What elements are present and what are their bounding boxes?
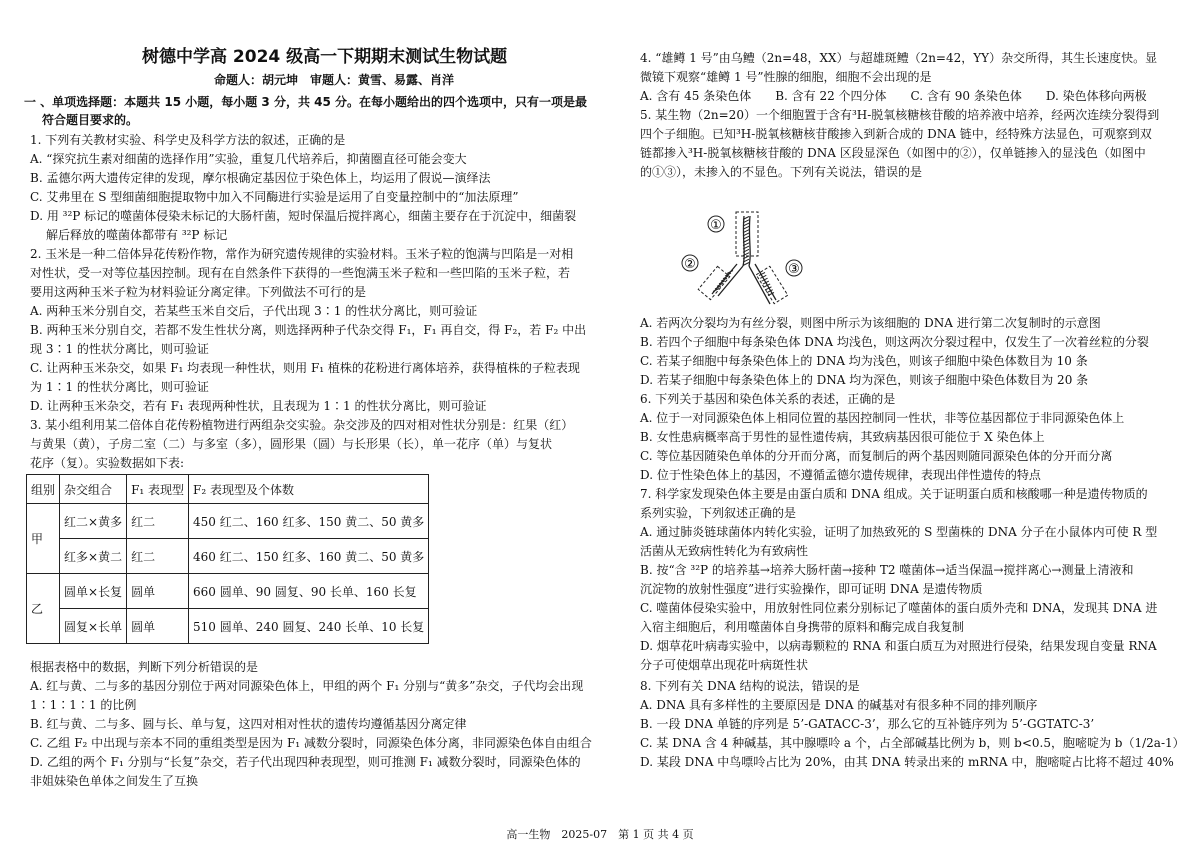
page-title: 树德中学高 2024 级高一下期期末测试生物试题 [142, 47, 508, 67]
text-line: 活菌从无致病性转化为有致病性 [640, 544, 809, 558]
text-line: 非姐妹染色单体之间发生了互换 [30, 774, 199, 788]
text-line: 3. 某小组利用某二倍体自花传粉植物进行两组杂交实验。杂交涉及的四对相对性状分别是：红果（红） [30, 418, 574, 432]
text-line: 5. 某生物（2n=20）一个细胞置于含有³H-脱氧核糖核苷酸的培养液中培养，经两次连续分裂得到 [640, 108, 1160, 122]
table-header-cell: 组别 [27, 475, 60, 504]
text-line: B. 两种玉米分别自交，若都不发生性状分离，则选择两种子代杂交得 F₁，F₁ 再自交，得 F₂，若 F₂ 中出 [30, 323, 587, 337]
group-cell: 甲 [27, 504, 60, 574]
text-line: 微镜下观察“雄鳟 1 号”性腺的细胞，细胞不会出现的是 [640, 70, 932, 84]
text-line: 8. 下列有关 DNA 结构的说法，错误的是 [640, 679, 860, 693]
text-line: 一 、单项选择题：本题共 15 小题，每小题 3 分，共 45 分。在每小题给出的四个选项中，只有一项是最 [24, 95, 587, 109]
dna-replication-figure [670, 208, 840, 313]
table-row [27, 539, 429, 574]
text-line: B. 一段 DNA 单链的序列是 5’-GATACC-3’，那么它的互补链序列为 5’-GGTATC-3’ [640, 717, 1095, 731]
table-header-cell: 杂交组合 [60, 475, 127, 504]
group-cell: 乙 [27, 574, 60, 644]
text-line: A. 若两次分裂均为有丝分裂，则图中所示为该细胞的 DNA 进行第二次复制时的示意图 [640, 316, 1101, 330]
text-line: 沉淀物的放射性强度”进行实验操作，即可证明 DNA 是遗传物质 [640, 582, 983, 596]
text-line: A. 红与黄、二与多的基因分别位于两对同源染色体上，甲组的两个 F₁ 分别与“黄多”杂交，子代均会出现 [30, 679, 584, 693]
text-line: 符合题目要求的。 [42, 113, 139, 127]
text-line: C. 某 DNA 含 4 种碱基，其中腺嘌呤 a 个，占全部碱基比例为 b，则 b<0.5，胞嘧啶为 b（1/2a-1） [640, 736, 1185, 750]
table-cell: 660 圆单、90 圆复、90 长单、160 长复 [189, 574, 429, 609]
text-line: C. 让两种玉米杂交，如果 F₁ 均表现一种性状，则用 F₁ 植株的花粉进行离体培养，获得植株的子粒表现 [30, 361, 580, 375]
text-line: 4. “雄鳟 1 号”由乌鳢（2n=48，XX）与超雄斑鳢（2n=42，YY）杂交所得，其生长速度快。显 [640, 51, 1158, 65]
text-line: 系列实验，下列叙述正确的是 [640, 506, 797, 520]
text-line: 花序（复）。实验数据如下表: [30, 456, 185, 470]
text-line: D. 让两种玉米杂交，若有 F₁ 表现两种性状，且表现为 1∶1 的性状分离比，则可验证 [30, 399, 487, 413]
text-line: 与黄果（黄），子房二室（二）与多室（多），圆形果（圆）与长形果（长），单一花序（单）与复状 [30, 437, 553, 451]
text-line: D. 用 ³²P 标记的噬菌体侵染未标记的大肠杆菌，短时保温后搅拌离心，细菌主要存在于沉淀中，细菌裂 [30, 209, 577, 223]
text-line: 为 1∶1 的性状分离比，则可验证 [30, 380, 209, 394]
table-header-row [27, 475, 429, 504]
text-line: 根据表格中的数据，判断下列分析错误的是 [30, 660, 259, 674]
text-line: A. 含有 45 条染色体 B. 含有 22 个四分体 C. 含有 90 条染色体 D. 染色体移向两极 [640, 89, 1147, 103]
text-line: 7. 科学家发现染色体主要是由蛋白质和 DNA 组成。关于证明蛋白质和核酸哪一种是遗传物质的 [640, 487, 1148, 501]
table-cell: 450 红二、160 红多、150 黄二、50 黄多 [189, 504, 429, 539]
text-line: D. 若某子细胞中每条染色体上的 DNA 均为深色，则该子细胞中染色体数目为 20 条 [640, 373, 1089, 387]
text-line: A. 位于一对同源染色体上相同位置的基因控制同一性状，非等位基因都位于非同源染色体上 [640, 411, 1125, 425]
text-line: 1. 下列有关教材实验、科学史及科学方法的叙述，正确的是 [30, 133, 346, 147]
text-line: D. 烟草花叶病毒实验中，以病毒颗粒的 RNA 和蛋白质互为对照进行侵染，结果发现自变量 RNA [640, 639, 1157, 653]
text-line: A. 通过肺炎链球菌体内转化实验，证明了加热致死的 S 型菌株的 DNA 分子在小鼠体内可使 R 型 [640, 525, 1158, 539]
table-row [27, 504, 429, 539]
table-header-cell: F₂ 表现型及个体数 [189, 475, 429, 504]
text-line: 分子可使烟草出现花叶病斑性状 [640, 658, 809, 672]
table-cell: 红二 [127, 539, 189, 574]
authors-line: 命题人：胡元坤 审题人：黄雪、易露、肖洋 [214, 73, 455, 87]
text-line: 入宿主细胞后，利用噬菌体自身携带的原料和酶完成自我复制 [640, 620, 965, 634]
text-line: C. 等位基因随染色单体的分开而分离，而复制后的两个基因则随同源染色体的分开而分离 [640, 449, 1113, 463]
table-row [27, 609, 429, 644]
table-cell: 460 红二、150 红多、160 黄二、50 黄多 [189, 539, 429, 574]
text-line: D. 乙组的两个 F₁ 分别与“长复”杂交，若子代出现四种表现型，则可推测 F₁ 减数分裂时，同源染色体的 [30, 755, 581, 769]
text-line: C. 噬菌体侵染实验中，用放射性同位素分别标记了噬菌体的蛋白质外壳和 DNA，发现其 DNA 进 [640, 601, 1158, 615]
text-line: A. 两种玉米分别自交，若某些玉米自交后，子代出现 3∶1 的性状分离比，则可验证 [30, 304, 478, 318]
figure-label-1: ① [710, 218, 722, 233]
text-line: B. 按“含 ³²P 的培养基→培养大肠杆菌→接种 T2 噬菌体→适当保温→搅拌离心→测量上清液和 [640, 563, 1134, 577]
table-cell: 红二 [127, 504, 189, 539]
text-line: B. 若四个子细胞中每条染色体 DNA 均浅色，则这两次分裂过程中，仅发生了一次着丝粒的分裂 [640, 335, 1149, 349]
figure-label-2: ② [684, 257, 696, 272]
table-cell: 红多×黄二 [60, 539, 127, 574]
text-line: 链都掺入³H-脱氧核糖核苷酸的 DNA 区段显深色（如图中的②），仅单链掺入的显浅色（如图中 [640, 146, 1146, 160]
text-line: A. DNA 具有多样性的主要原因是 DNA 的碱基对有很多种不同的排列顺序 [640, 698, 1038, 712]
text-line: 解后释放的噬菌体都带有 ³²P 标记 [46, 228, 228, 242]
table-cell: 圆单 [127, 609, 189, 644]
text-line: 现 3∶1 的性状分离比，则可验证 [30, 342, 209, 356]
text-line: 对性状，受一对等位基因控制。现有在自然条件下获得的一些饱满玉米子粒和一些凹陷的玉米子粒，若 [30, 266, 571, 280]
text-line: 6. 下列关于基因和染色体关系的表述，正确的是 [640, 392, 896, 406]
text-line: B. 女性患病概率高于男性的显性遗传病，其致病基因很可能位于 X 染色体上 [640, 430, 1045, 444]
text-line: C. 乙组 F₂ 中出现与亲本不同的重组类型是因为 F₁ 减数分裂时，同源染色体分离，非同源染色体自由组合 [30, 736, 592, 750]
page-footer: 高一生物 2025-07 第 1 页 共 4 页 [506, 828, 694, 841]
table-cell: 圆复×长单 [60, 609, 127, 644]
text-line: D. 位于性染色体上的基因，不遵循孟德尔遗传规律，表现出伴性遗传的特点 [640, 468, 1041, 482]
table-row [27, 574, 429, 609]
table-cell: 圆单×长复 [60, 574, 127, 609]
text-line: 四个子细胞。已知³H-脱氧核糖核苷酸掺入到新合成的 DNA 链中，经特殊方法显色，可观察到双 [640, 127, 1152, 141]
text-line: C. 若某子细胞中每条染色体上的 DNA 均为浅色，则该子细胞中染色体数目为 10 条 [640, 354, 1088, 368]
text-line: 的①③），未掺入的不显色。下列有关说法，错误的是 [640, 165, 923, 179]
text-line: 2. 玉米是一种二倍体异花传粉作物，常作为研究遗传规律的实验材料。玉米子粒的饱满与凹陷是一对相 [30, 247, 574, 261]
table-header-cell: F₁ 表现型 [127, 475, 189, 504]
text-line: 要用这两种玉米子粒为材料验证分离定律。下列做法不可行的是 [30, 285, 367, 299]
text-line: C. 艾弗里在 S 型细菌细胞提取物中加入不同酶进行实验是运用了自变量控制中的“加法原理” [30, 190, 519, 204]
table-cell: 510 圆单、240 圆复、240 长单、10 长复 [189, 609, 429, 644]
table-cell: 红二×黄多 [60, 504, 127, 539]
text-line: B. 红与黄、二与多、圆与长、单与复，这四对相对性状的遗传均遵循基因分离定律 [30, 717, 467, 731]
table-cell: 圆单 [127, 574, 189, 609]
experiment-data-table [26, 474, 429, 644]
text-line: 1∶1∶1∶1 的比例 [30, 698, 137, 712]
text-line: D. 某段 DNA 中鸟嘌呤占比为 20%，由其 DNA 转录出来的 mRNA 中，胞嘧啶占比将不超过 40% [640, 755, 1174, 769]
figure-label-3: ③ [788, 262, 800, 277]
text-line: B. 孟德尔两大遗传定律的发现，摩尔根确定基因位于染色体上，均运用了假说—演绎法 [30, 171, 491, 185]
text-line: A. “探究抗生素对细菌的选择作用”实验，重复几代培养后，抑菌圈直径可能会变大 [30, 152, 467, 166]
